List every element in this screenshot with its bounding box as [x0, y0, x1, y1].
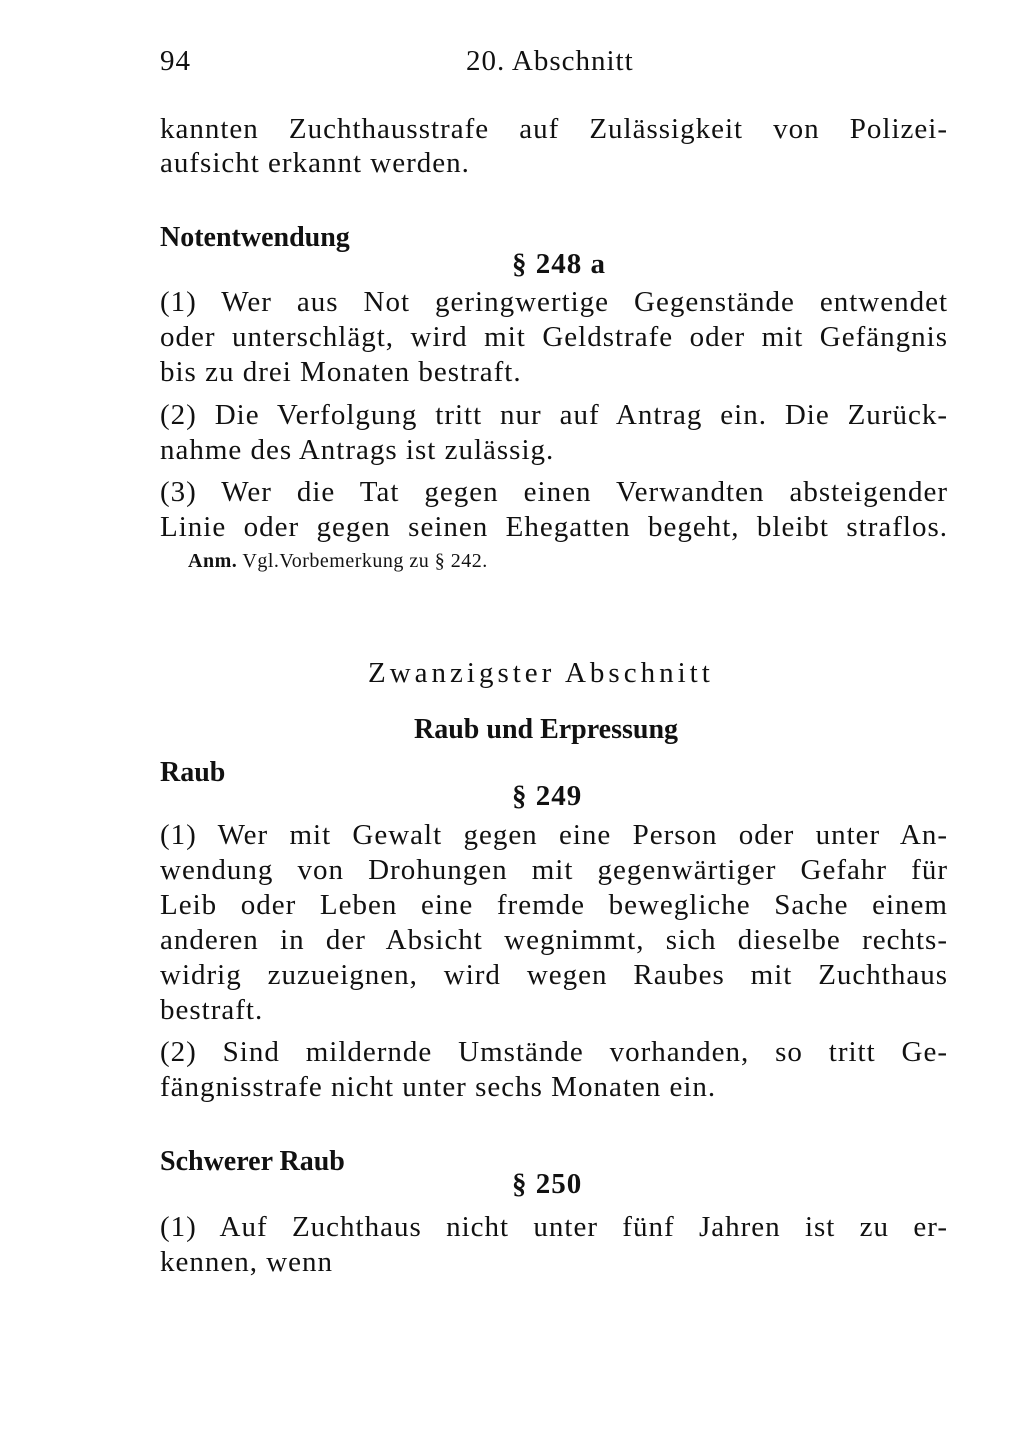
- annotation: [188, 550, 488, 573]
- text-line: anderen in der Absicht wegnimmt, sich dieselbe rechts-: [160, 924, 948, 956]
- annotation-text: Vgl.Vorbemerkung zu § 242.: [242, 550, 488, 572]
- text-line: (1) Wer aus Not geringwertige Gegenstände entwendet: [160, 286, 948, 318]
- paragraph-number: § 248 a: [512, 248, 606, 280]
- text-line: (1) Wer mit Gewalt gegen eine Person oder unter An-: [160, 819, 948, 851]
- page-number: 94: [160, 45, 191, 77]
- marginal-title: Raub: [160, 757, 226, 788]
- text-line: fängnisstrafe nicht unter sechs Monaten ein.: [160, 1071, 717, 1103]
- continuation-line: kannten Zuchthausstrafe auf Zulässigkeit von Polizei-: [160, 113, 948, 145]
- marginal-title: Schwerer Raub: [160, 1146, 345, 1177]
- text-line: (3) Wer die Tat gegen einen Verwandten absteigender: [160, 476, 948, 508]
- text-line: (2) Sind mildernde Umstände vorhanden, so tritt Ge-: [160, 1036, 948, 1068]
- section-title: Zwanzigster Abschnitt: [368, 657, 714, 689]
- text-line: nahme des Antrags ist zulässig.: [160, 434, 555, 466]
- paragraph-number: § 249: [512, 780, 583, 812]
- text-line: kennen, wenn: [160, 1246, 334, 1278]
- text-line: Linie oder gegen seinen Ehegatten begeht, bleibt straflos.: [160, 511, 948, 543]
- continuation-line: aufsicht erkannt werden.: [160, 147, 470, 179]
- marginal-title: Notentwendung: [160, 222, 350, 253]
- text-line: bestraft.: [160, 994, 264, 1026]
- text-line: wendung von Drohungen mit gegenwärtiger Gefahr für: [160, 854, 948, 886]
- running-title: 20. Abschnitt: [466, 45, 634, 77]
- annotation-abbr: Anm.: [188, 550, 238, 572]
- text-line: oder unterschlägt, wird mit Geldstrafe oder mit Gefängnis: [160, 321, 948, 353]
- text-line: widrig zuzueignen, wird wegen Raubes mit Zuchthaus: [160, 959, 948, 991]
- paragraph-number: § 250: [512, 1168, 583, 1200]
- text-line: Leib oder Leben eine fremde bewegliche Sache einem: [160, 889, 948, 921]
- text-line: (2) Die Verfolgung tritt nur auf Antrag ein. Die Zurück-: [160, 399, 948, 431]
- text-line: (1) Auf Zuchthaus nicht unter fünf Jahren ist zu er-: [160, 1211, 948, 1243]
- section-subtitle: Raub und Erpressung: [414, 714, 679, 745]
- text-line: bis zu drei Monaten bestraft.: [160, 356, 522, 388]
